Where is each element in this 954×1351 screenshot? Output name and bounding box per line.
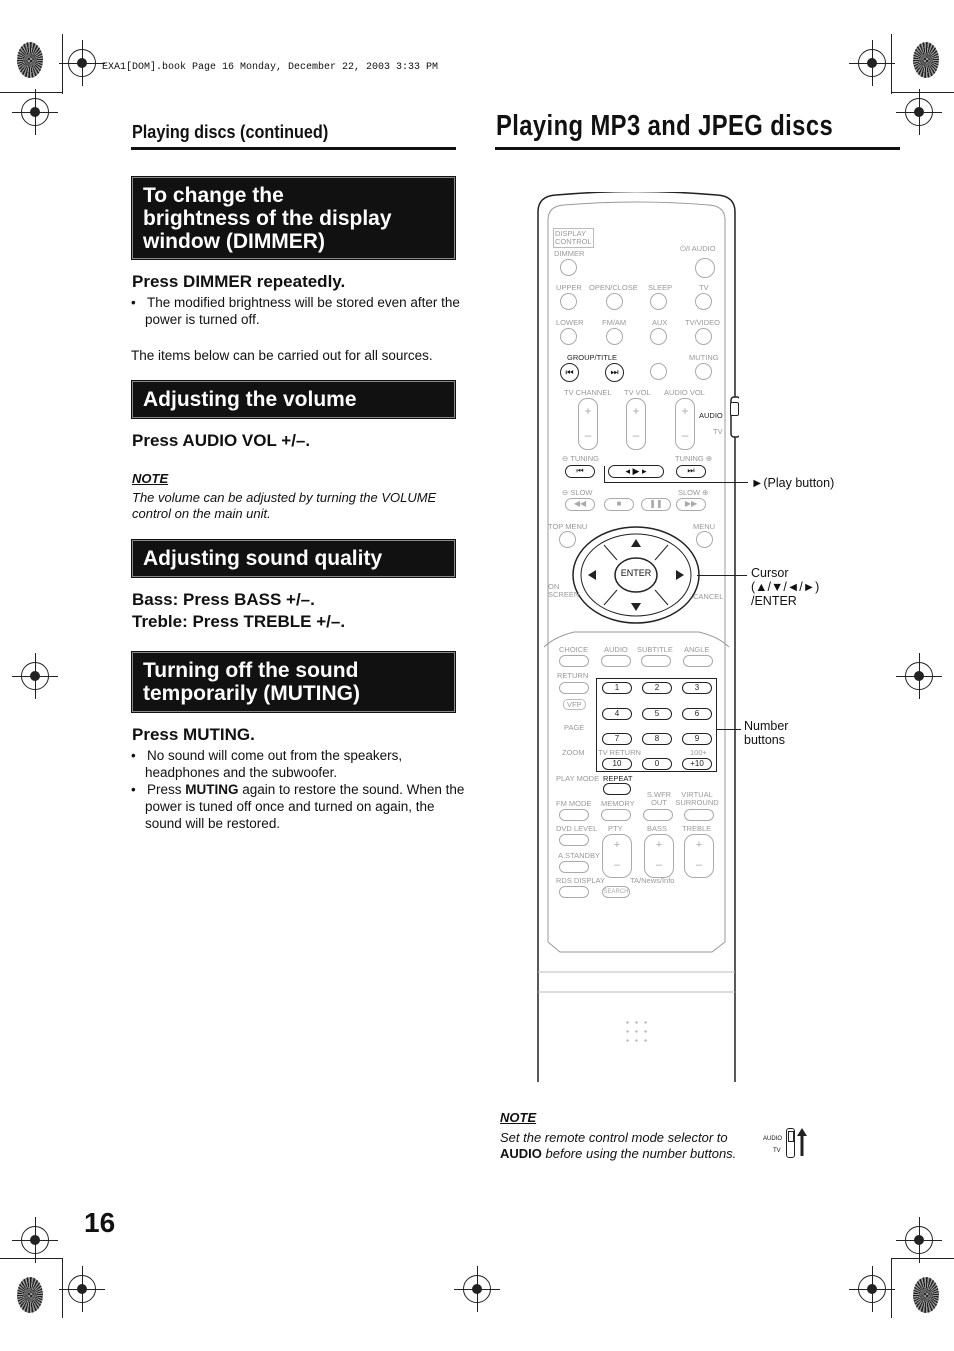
play-mode-label: PLAY MODE xyxy=(556,774,600,783)
tv-video-label: TV/VIDEO xyxy=(685,318,721,327)
arrow-up-icon xyxy=(796,1128,808,1158)
registration-mark xyxy=(463,1275,491,1303)
muting-button[interactable] xyxy=(695,363,712,380)
aux-label: AUX xyxy=(652,318,668,327)
ta-news-info-label: TA/News/Info xyxy=(630,876,675,885)
upper-label: UPPER xyxy=(556,283,582,292)
virtual-surround-button[interactable] xyxy=(684,809,714,821)
open-close-label: OPEN/CLOSE xyxy=(589,283,638,292)
tuning-up-label: TUNING ⊕ xyxy=(675,454,713,463)
dimmer-instruction: Press DIMMER repeatedly. xyxy=(132,272,346,291)
rds-display-label: RDS DISPLAY xyxy=(556,876,606,885)
pty-label: PTY xyxy=(608,824,623,833)
choice-label: CHOICE xyxy=(559,645,589,654)
pty-rocker[interactable]: + – xyxy=(602,834,632,878)
bass-instruction: Bass: Press BASS +/–. xyxy=(132,590,315,609)
tv-return-label: TV RETURN xyxy=(598,748,641,757)
tuning-down-label: ⊖ TUNING xyxy=(562,454,599,463)
s-wfr-out-button[interactable] xyxy=(643,809,673,821)
number-button-10[interactable]: 10 xyxy=(602,758,632,770)
memory-button[interactable] xyxy=(601,809,631,821)
dvd-level-button[interactable] xyxy=(559,834,589,846)
dimmer-heading-line: brightness of the display xyxy=(143,207,392,230)
number-leader-line xyxy=(717,729,741,730)
number-button-6[interactable]: 6 xyxy=(682,708,712,720)
power-audio-button[interactable] xyxy=(695,258,715,278)
virtual-surround-label: VIRTUAL SURROUND xyxy=(675,790,719,807)
muting-heading xyxy=(131,651,456,713)
registration-mark xyxy=(905,662,933,690)
slow-reverse-button[interactable]: ◀◀ xyxy=(565,498,595,511)
number-button-1[interactable]: 1 xyxy=(602,682,632,694)
audio-button[interactable] xyxy=(601,655,631,667)
bass-rocker[interactable]: + – xyxy=(644,834,674,878)
display-control-label: DISPLAY CONTROL xyxy=(555,229,592,246)
dimmer-heading-line: To change the xyxy=(143,184,284,207)
number-button-7[interactable]: 7 xyxy=(602,733,632,745)
remote-control xyxy=(534,192,739,1082)
sunburst-mark xyxy=(17,42,43,78)
volume-heading xyxy=(131,380,456,419)
slow-up-label: SLOW ⊕ xyxy=(678,488,709,497)
tv-video-button[interactable] xyxy=(695,328,712,345)
dimmer-label: DIMMER xyxy=(554,249,585,258)
fm-mode-button[interactable] xyxy=(559,809,589,821)
page-label: PAGE xyxy=(564,723,585,732)
fm-mode-label: FM MODE xyxy=(556,799,592,808)
muting-label: MUTING xyxy=(689,353,719,362)
group-title-label: GROUP/TITLE xyxy=(567,353,618,362)
registration-mark xyxy=(21,98,49,126)
menu-label: MENU xyxy=(693,522,716,531)
title-rule xyxy=(495,147,900,150)
top-menu-label: TOP MENU xyxy=(548,522,588,531)
search-button[interactable]: SEARCH xyxy=(602,886,630,898)
open-close-button[interactable] xyxy=(606,293,623,310)
section-subtitle: Playing discs (continued) xyxy=(132,122,329,142)
number-button-3[interactable]: 3 xyxy=(682,682,712,694)
mode-switch-audio-label: AUDIO xyxy=(699,411,723,420)
registration-mark xyxy=(21,1226,49,1254)
number-button-plus10[interactable]: +10 xyxy=(682,758,712,770)
volume-note-heading: NOTE xyxy=(132,471,169,486)
remote-note-heading: NOTE xyxy=(500,1110,537,1125)
upper-button[interactable] xyxy=(560,293,577,310)
tv-vol-rocker[interactable]: + – xyxy=(626,398,646,450)
hundred-plus-label: 100+ xyxy=(690,748,707,757)
stop-button[interactable]: ■ xyxy=(604,498,634,511)
slow-forward-button[interactable]: ▶▶ xyxy=(676,498,706,511)
subtitle-button[interactable] xyxy=(641,655,671,667)
mode-selector-switch[interactable] xyxy=(730,402,739,416)
registration-mark xyxy=(905,1226,933,1254)
muting-bullet: • No sound will come out from the speakers, headphones and the subwoofer. xyxy=(131,748,403,780)
number-button-4[interactable]: 4 xyxy=(602,708,632,720)
power-audio-label: ⏻/I AUDIO xyxy=(680,244,716,253)
cursor-leader-line xyxy=(697,575,747,576)
return-arrow-button[interactable] xyxy=(650,363,667,380)
dimmer-bullet: • The modified brightness will be stored even after the power is turned off. xyxy=(131,295,460,327)
number-button-5[interactable]: 5 xyxy=(642,708,672,720)
cursor-callout: Cursor (▲/▼/◄/►) /ENTER xyxy=(751,566,820,608)
audio-vol-label: AUDIO VOL xyxy=(664,388,705,397)
registration-mark xyxy=(21,662,49,690)
a-standby-label: A.STANDBY xyxy=(558,851,600,860)
dvd-level-label: DVD LEVEL xyxy=(556,824,598,833)
sound-quality-heading-text: Adjusting sound quality xyxy=(143,547,383,570)
sleep-label: SLEEP xyxy=(648,283,673,292)
sunburst-mark xyxy=(913,1277,939,1313)
selector-switch-icon xyxy=(786,1128,795,1158)
s-wfr-out-label: S.WFR OUT xyxy=(646,790,672,807)
group-prev-button[interactable]: ⏮ xyxy=(560,363,579,382)
tv-label: TV xyxy=(699,283,709,292)
cancel-label: CANCEL xyxy=(693,592,724,601)
treble-label: TREBLE xyxy=(682,824,712,833)
aux-button[interactable] xyxy=(650,328,667,345)
sleep-button[interactable] xyxy=(650,293,667,310)
muting-bullet: • Press MUTING again to restore the sound. When the power is tuned off once and turned on again, the sound will be restored. xyxy=(131,782,465,831)
registration-mark xyxy=(68,1275,96,1303)
angle-label: ANGLE xyxy=(684,645,710,654)
angle-button[interactable] xyxy=(683,655,713,667)
selector-audio-label: AUDIO xyxy=(763,1136,783,1142)
volume-note-text: The volume can be adjusted by turning the VOLUME control on the main unit. xyxy=(132,490,437,521)
muting-heading-line: Turning off the sound xyxy=(143,659,359,682)
lower-button[interactable] xyxy=(560,328,577,345)
mode-switch-tv-label: TV xyxy=(713,427,723,436)
group-next-button[interactable]: ⏭ xyxy=(605,363,624,382)
memory-label: MEMORY xyxy=(601,799,635,808)
registration-mark xyxy=(858,49,886,77)
muting-heading-line: temporarily (MUTING) xyxy=(143,682,361,705)
number-button-0[interactable]: 0 xyxy=(642,758,672,770)
on-screen-label: ON SCREEN xyxy=(548,582,580,599)
volume-instruction: Press AUDIO VOL +/–. xyxy=(132,431,311,450)
play-button[interactable]: ◂ ▶ ▸ xyxy=(608,465,664,478)
prev-track-button[interactable]: ⏮ xyxy=(565,465,595,478)
a-standby-button[interactable] xyxy=(559,861,589,873)
repeat-label: REPEAT xyxy=(603,774,633,783)
dimmer-heading-line: window (DIMMER) xyxy=(143,230,325,253)
mode-selector-diagram xyxy=(763,1126,809,1160)
enter-button-label: ENTER xyxy=(620,568,652,578)
fm-am-label: FM/AM xyxy=(602,318,627,327)
slow-down-label: ⊖ SLOW xyxy=(562,488,593,497)
sunburst-mark xyxy=(17,1277,43,1313)
number-button-2[interactable]: 2 xyxy=(642,682,672,694)
dimmer-heading xyxy=(131,176,456,260)
tv-channel-label: TV CHANNEL xyxy=(564,388,612,397)
audio-label: AUDIO xyxy=(604,645,628,654)
treble-instruction: Treble: Press TREBLE +/–. xyxy=(132,612,346,631)
tv-power-button[interactable] xyxy=(695,293,712,310)
vfp-label: VFP xyxy=(563,699,586,710)
selector-tv-label: TV xyxy=(773,1148,781,1154)
registration-mark xyxy=(68,49,96,77)
fm-am-button[interactable] xyxy=(606,328,623,345)
dimmer-button[interactable] xyxy=(560,259,577,276)
muting-instruction: Press MUTING. xyxy=(132,725,255,744)
rds-display-button[interactable] xyxy=(559,886,589,898)
book-header-line: EXA1[DOM].book Page 16 Monday, December 22, 2003 3:33 PM xyxy=(102,62,439,73)
tv-vol-label: TV VOL xyxy=(624,388,651,397)
lower-label: LOWER xyxy=(556,318,584,327)
return-button[interactable] xyxy=(559,682,589,694)
number-buttons-callout: Number buttons xyxy=(744,719,789,747)
page-title: Playing MP3 and JPEG discs xyxy=(496,110,834,142)
audio-vol-rocker[interactable]: + – xyxy=(675,398,695,450)
number-button-8[interactable]: 8 xyxy=(642,733,672,745)
zoom-label: ZOOM xyxy=(562,748,585,757)
treble-rocker[interactable]: + – xyxy=(684,834,714,878)
subtitle-rule xyxy=(131,147,456,150)
speaker-grille xyxy=(623,1018,651,1044)
repeat-button[interactable] xyxy=(603,783,631,795)
next-track-button[interactable]: ⏭ xyxy=(676,465,706,478)
bass-label: BASS xyxy=(647,824,668,833)
remote-note-text: Set the remote control mode selector to AUDIO before using the number buttons. xyxy=(500,1130,737,1161)
play-button-callout: ►(Play button) xyxy=(751,476,835,490)
sunburst-mark xyxy=(913,42,939,78)
play-leader-line xyxy=(604,482,748,483)
page-number: 16 xyxy=(84,1207,116,1238)
registration-mark xyxy=(905,98,933,126)
choice-button[interactable] xyxy=(559,655,589,667)
return-label: RETURN xyxy=(557,671,589,680)
sound-quality-heading xyxy=(131,539,456,578)
pause-button[interactable]: ❚❚ xyxy=(641,498,671,511)
all-sources-note: The items below can be carried out for all sources. xyxy=(131,348,433,363)
tv-channel-rocker[interactable]: + – xyxy=(578,398,598,450)
number-button-9[interactable]: 9 xyxy=(682,733,712,745)
play-leader-line xyxy=(604,466,605,482)
registration-mark xyxy=(858,1275,886,1303)
subtitle-label: SUBTITLE xyxy=(637,645,673,654)
volume-heading-text: Adjusting the volume xyxy=(143,388,357,411)
